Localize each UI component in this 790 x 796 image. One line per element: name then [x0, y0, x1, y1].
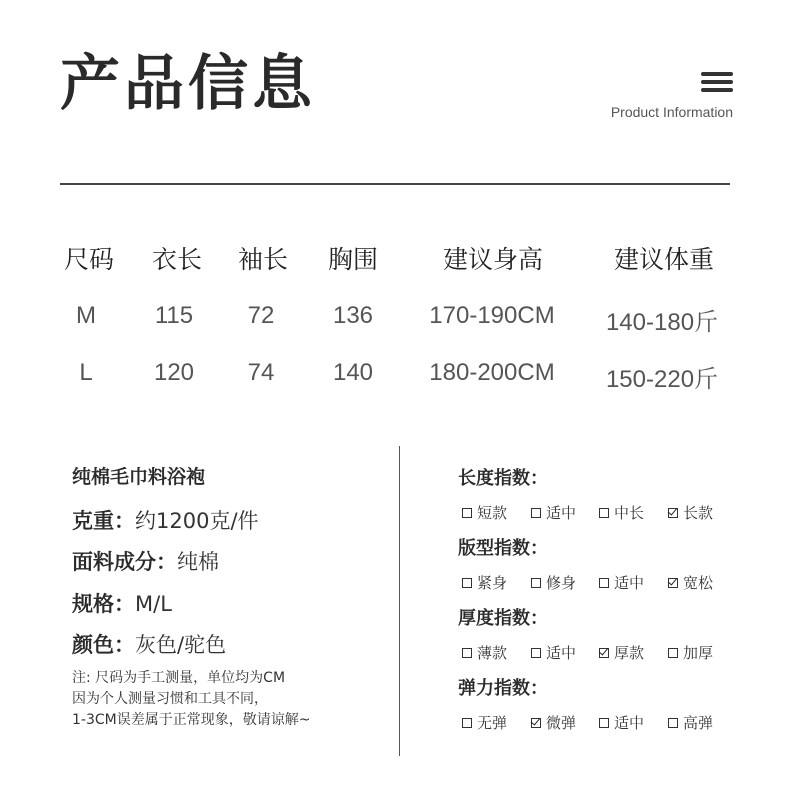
index-option[interactable]	[668, 642, 713, 663]
weight-value: 约1200克/件	[135, 509, 259, 533]
note-line: 注: 尺码为手工测量，单位均为CM	[72, 670, 286, 686]
table-cell: 72	[247, 302, 275, 329]
index-option[interactable]	[668, 572, 713, 593]
index-option-label: 适中	[614, 574, 645, 592]
table-cell: 180-200CM	[429, 359, 555, 386]
index-option[interactable]	[599, 572, 644, 593]
note-line: 因为个人测量习惯和工具不同，	[72, 691, 268, 707]
table-cell: 120	[153, 359, 195, 386]
col-header-chest: 胸围	[327, 245, 379, 274]
checkbox-icon[interactable]	[599, 718, 609, 728]
weight-label: 克重：	[72, 509, 135, 533]
index-option-label: 加厚	[683, 644, 714, 662]
index-option-label: 修身	[546, 574, 577, 592]
table-cell: 136	[332, 302, 374, 329]
checked-checkbox-icon[interactable]	[668, 508, 678, 518]
col-header-sleeve: 袖长	[237, 245, 289, 274]
index-label: 弹力指数：	[458, 678, 548, 699]
index-option-label: 厚款	[614, 644, 645, 662]
index-option-label: 薄款	[477, 644, 508, 662]
menu-icon[interactable]	[701, 72, 733, 92]
table-cell: L	[79, 359, 93, 386]
index-label: 版型指数：	[458, 538, 548, 559]
index-option-label: 长款	[683, 504, 714, 522]
weight-row	[72, 505, 259, 535]
index-option-label: 适中	[614, 714, 645, 732]
index-option[interactable]	[531, 642, 576, 663]
index-label: 长度指数：	[458, 468, 548, 489]
col-header-length: 衣长	[151, 245, 203, 274]
index-option[interactable]	[462, 502, 507, 523]
checkbox-icon[interactable]	[668, 718, 678, 728]
checkbox-icon[interactable]	[531, 578, 541, 588]
index-option-label: 紧身	[477, 574, 508, 592]
checkbox-icon[interactable]	[462, 718, 472, 728]
checkbox-icon[interactable]	[599, 578, 609, 588]
index-option-label: 适中	[546, 504, 577, 522]
checkbox-icon[interactable]	[462, 648, 472, 658]
checkbox-icon[interactable]	[599, 508, 609, 518]
color-value: 灰色/驼色	[135, 633, 227, 657]
checked-checkbox-icon[interactable]	[599, 648, 609, 658]
index-option[interactable]	[531, 502, 576, 523]
checked-checkbox-icon[interactable]	[668, 578, 678, 588]
checkbox-icon[interactable]	[668, 648, 678, 658]
material-label: 面料成分：	[72, 550, 177, 574]
table-cell: 74	[247, 359, 275, 386]
checkbox-icon[interactable]	[531, 648, 541, 658]
table-cell: M	[76, 302, 96, 329]
col-header-size: 尺码	[63, 245, 115, 274]
checkbox-icon[interactable]	[531, 508, 541, 518]
table-cell: 150-220斤	[605, 366, 719, 393]
table-cell: 140	[332, 359, 374, 386]
index-option[interactable]	[599, 642, 644, 663]
color-row	[72, 629, 226, 659]
table-cell: 140-180斤	[605, 309, 719, 336]
note-line: 1-3CM误差属于正常现象，敬请谅解~	[72, 712, 311, 728]
index-option[interactable]	[462, 642, 507, 663]
table-cell: 170-190CM	[429, 302, 555, 329]
index-option[interactable]	[531, 712, 576, 733]
material-row	[72, 546, 219, 576]
index-option[interactable]	[599, 712, 644, 733]
spec-row	[72, 588, 172, 618]
index-option-label: 无弹	[477, 714, 508, 732]
index-option-label: 高弹	[683, 714, 714, 732]
index-option[interactable]	[462, 572, 507, 593]
checkbox-icon[interactable]	[462, 578, 472, 588]
index-option[interactable]	[668, 502, 713, 523]
product-name: 纯棉毛巾料浴袍	[72, 466, 206, 488]
index-option[interactable]	[531, 572, 576, 593]
spec-label: 规格：	[72, 592, 135, 616]
index-option-label: 短款	[477, 504, 508, 522]
material-value: 纯棉	[177, 550, 219, 574]
page-title: 产品信息	[60, 49, 316, 119]
section-divider	[399, 446, 400, 756]
index-option-label: 适中	[546, 644, 577, 662]
spec-value: M/L	[135, 592, 172, 616]
index-option[interactable]	[599, 502, 644, 523]
page-subtitle: Product Information	[610, 104, 733, 120]
checkbox-icon[interactable]	[462, 508, 472, 518]
table-cell: 115	[154, 302, 194, 329]
index-option[interactable]	[462, 712, 507, 733]
header-divider	[60, 183, 730, 185]
index-option[interactable]	[668, 712, 713, 733]
index-option-label: 宽松	[683, 574, 714, 592]
col-header-height: 建议身高	[442, 245, 544, 274]
index-label: 厚度指数：	[458, 608, 548, 629]
index-option-label: 微弹	[546, 714, 577, 732]
index-option-label: 中长	[614, 504, 645, 522]
checked-checkbox-icon[interactable]	[531, 718, 541, 728]
color-label: 颜色：	[72, 633, 135, 657]
col-header-weight: 建议体重	[613, 245, 715, 274]
